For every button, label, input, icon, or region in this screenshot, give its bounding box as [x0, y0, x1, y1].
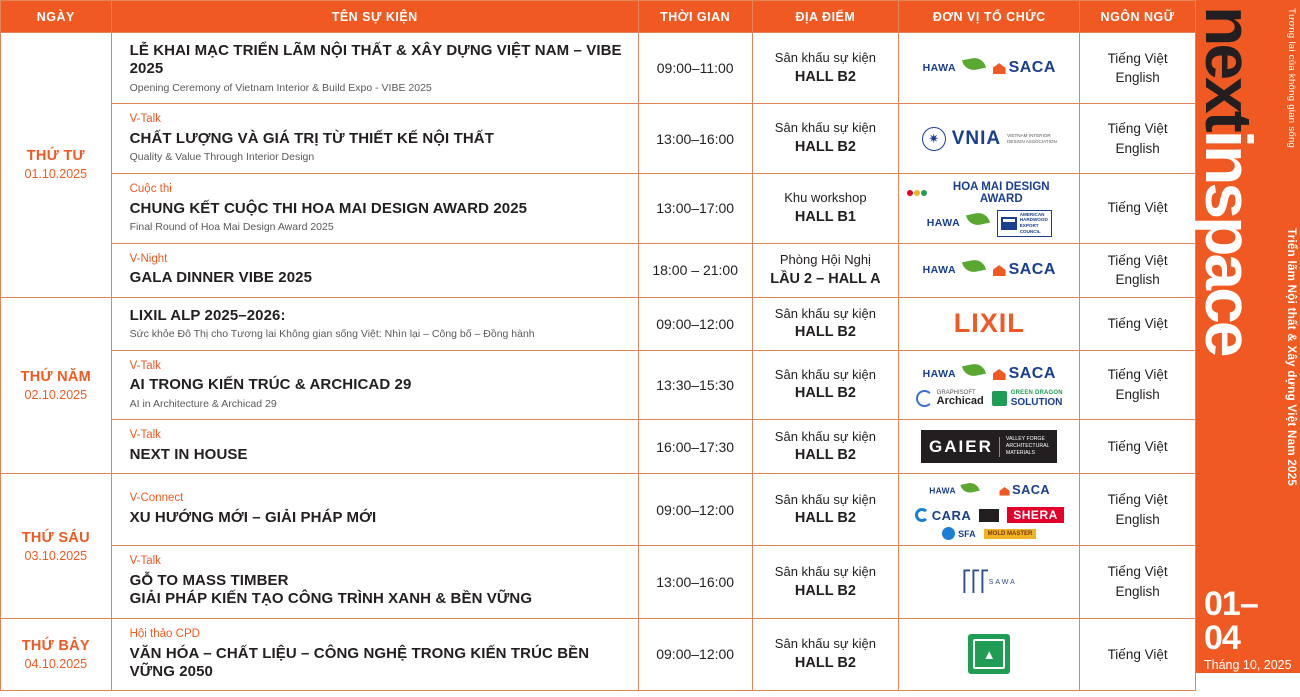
ahec-logo-icon: AMERICAN HARDWOOD EXPORT COUNCIL: [997, 210, 1052, 237]
day-cell-thursday: [1, 297, 112, 474]
event-place: [752, 33, 899, 104]
language-line: English: [1115, 584, 1160, 600]
table-row: [1, 297, 1196, 350]
language-line: Tiếng Việt: [1107, 646, 1168, 662]
event-subtitle: Final Round of Hoa Mai Design Award 2025: [129, 220, 334, 233]
language-line: English: [1115, 386, 1160, 402]
event-place: [752, 104, 899, 174]
hawa-logo-icon: HAWA: [929, 482, 979, 501]
hawa-logo-icon: HAWA: [923, 56, 985, 80]
banner-tagline-top: Tương lai của không gian sống: [1286, 8, 1297, 149]
table-row: [1, 546, 1196, 618]
organizer-logo-row: [903, 390, 1075, 408]
saca-logo-icon: SACA: [999, 484, 1050, 498]
event-cell: [111, 546, 638, 618]
event-tag: V-Night: [129, 252, 168, 265]
hoa-mai-design-award-logo-icon: HOA MAI DESIGN AWARD: [903, 180, 1075, 206]
place-hall: HALL B2: [794, 385, 856, 402]
saca-logo-icon: SACA: [993, 59, 1056, 77]
organizer-logo-row: [903, 308, 1075, 339]
event-time: 09:00–11:00: [638, 33, 752, 104]
language-line: Tiếng Việt: [1107, 50, 1168, 66]
event-cell: [111, 104, 638, 174]
divider: [1204, 677, 1292, 678]
banner-footer: [1196, 581, 1300, 697]
ring-icon: [916, 390, 933, 407]
place-name: Sân khấu sự kiện: [774, 563, 877, 579]
day-date: 04.10.2025: [24, 656, 88, 671]
event-place: [752, 546, 899, 618]
place-name: Sân khấu sự kiện: [774, 50, 877, 66]
event-language: [1080, 297, 1196, 350]
place-name: Sân khấu sự kiện: [774, 636, 877, 652]
archicad-logo-icon: GRAPHISOFT Archicad: [916, 390, 984, 408]
table-row: [1, 420, 1196, 474]
organizer-logo-row: [903, 362, 1075, 386]
place-hall: HALL B2: [794, 68, 856, 85]
event-title: AI TRONG KIẾN TRÚC & ARCHICAD 29: [129, 376, 412, 394]
banner-dates: 01–04: [1204, 585, 1258, 657]
place-hall: HALL B2: [794, 324, 856, 341]
organizer-cell: [899, 474, 1080, 546]
star-icon: ✷: [922, 127, 946, 151]
language-line: Tiếng Việt: [1107, 439, 1168, 454]
organizer-logo-row: [903, 210, 1075, 237]
event-language: [1080, 243, 1196, 297]
col-header-time: THỜI GIAN: [638, 1, 752, 33]
event-time: 13:30–15:30: [638, 350, 752, 420]
event-title: XU HƯỚNG MỚI – GIẢI PHÁP MỚI: [129, 509, 377, 527]
event-tag: V-Talk: [129, 359, 161, 372]
language-line: Tiếng Việt: [1107, 367, 1168, 383]
place-name: Sân khấu sự kiện: [774, 428, 877, 444]
language-line: Tiếng Việt: [1107, 252, 1168, 268]
day-of-week: THỨ BẢY: [21, 637, 90, 654]
event-tag: V-Talk: [129, 113, 161, 126]
event-language: [1080, 104, 1196, 174]
event-title: LỄ KHAI MẠC TRIỂN LÃM NỘI THẤT & XÂY DỰNG VIỆT NAM – VIBE 2025: [129, 42, 622, 78]
event-time: 18:00 – 21:00: [638, 243, 752, 297]
place-name: Sân khấu sự kiện: [774, 120, 877, 136]
partner-logo-icon: [979, 509, 999, 522]
day-of-week: THỨ NĂM: [20, 368, 92, 385]
event-time: 09:00–12:00: [638, 618, 752, 690]
organizer-cell: [899, 618, 1080, 690]
banner-tagline-bottom: Triển lãm Nội thất & Xây dựng Việt Nam 2025: [1285, 228, 1297, 487]
place-name: Phòng Hội Nghị: [779, 252, 871, 268]
table-row: [1, 173, 1196, 243]
circle-icon: [915, 508, 929, 522]
place-name: Sân khấu sự kiện: [774, 366, 877, 382]
language-line: Tiếng Việt: [1107, 200, 1168, 216]
organizer-logo-row: [903, 127, 1075, 151]
col-header-language: NGÔN NGỮ: [1080, 1, 1196, 33]
place-hall: HALL B2: [794, 582, 856, 599]
event-language: [1080, 350, 1196, 420]
event-cell: [111, 350, 638, 420]
gaier-logo-icon: GAIER VALLEY FORGE ARCHITECTURAL MATERIALS: [921, 430, 1057, 463]
event-tag: V-Talk: [129, 555, 161, 568]
table-row: [1, 33, 1196, 104]
emblem-icon: ▲: [973, 639, 1005, 669]
organizer-logo-row: [903, 56, 1075, 80]
organizer-logo-row: [903, 430, 1075, 463]
place-hall: HALL B1: [794, 208, 856, 225]
place-hall: HALL B2: [794, 139, 856, 156]
circle-icon: [942, 527, 955, 540]
col-header-day: NGÀY: [1, 1, 112, 33]
day-cell-friday: [1, 474, 112, 618]
event-cell: [111, 474, 638, 546]
language-line: Tiếng Việt: [1107, 120, 1168, 136]
organizer-cell: [899, 420, 1080, 474]
event-tag: Cuộc thi: [129, 182, 172, 195]
event-subtitle: Sức khỏe Đô Thị cho Tương lai Không gian sống Việt: Nhìn lại – Công bố – Đồng hành: [129, 327, 535, 340]
event-cell: [111, 420, 638, 474]
event-time: 09:00–12:00: [638, 474, 752, 546]
event-title: [130, 572, 624, 609]
shera-logo-icon: SHERA: [1007, 507, 1064, 523]
event-language: [1080, 420, 1196, 474]
col-header-organizer: ĐƠN VỊ TỔ CHỨC: [899, 1, 1080, 33]
event-tag: Hội thảo CPD: [129, 627, 200, 640]
day-cell-wednesday: [1, 33, 112, 298]
organizer-cell: [899, 350, 1080, 420]
hawa-logo-icon: HAWA: [923, 258, 985, 282]
hawa-logo-icon: HAWA: [927, 211, 989, 235]
language-line: Tiếng Việt: [1107, 564, 1168, 580]
language-line: English: [1115, 272, 1160, 288]
event-cell: [111, 297, 638, 350]
place-hall: HALL B2: [794, 510, 856, 527]
event-title: CHẤT LƯỢNG VÀ GIÁ TRỊ TỪ THIẾT KẾ NỘI THẤT: [129, 129, 494, 147]
table-body: [1, 33, 1196, 691]
hawa-logo-icon: HAWA: [923, 362, 985, 386]
banner-month: Tháng 10, 2025: [1204, 658, 1292, 672]
event-time: 13:00–17:00: [638, 173, 752, 243]
lixil-logo-icon: LIXIL: [953, 308, 1025, 339]
event-cell: [111, 243, 638, 297]
place-name: Khu workshop: [784, 190, 867, 206]
sfa-logo-icon: SFA: [942, 527, 976, 540]
col-header-event: TÊN SỰ KIỆN: [111, 1, 638, 33]
event-title: LIXIL ALP 2025–2026:: [129, 306, 286, 324]
table-row: [1, 104, 1196, 174]
event-place: [752, 173, 899, 243]
event-cell: [111, 618, 638, 690]
us-flag-icon: [1001, 217, 1017, 230]
event-place: [752, 350, 899, 420]
place-name: Sân khấu sự kiện: [774, 491, 877, 507]
event-time: 16:00–17:30: [638, 420, 752, 474]
event-language: [1080, 33, 1196, 104]
table-row: [1, 243, 1196, 297]
event-language: [1080, 474, 1196, 546]
organizer-logo-row: [903, 258, 1075, 282]
event-subtitle: Opening Ceremony of Vietnam Interior & Build Expo - VIBE 2025: [129, 81, 432, 94]
sawa-logo-icon: ⎡⎡⎡ SAWA: [961, 571, 1017, 594]
organizer-logo-row: [903, 634, 1075, 674]
saca-logo-icon: SACA: [993, 261, 1056, 279]
organizer-logo-row: [903, 527, 1075, 540]
banner-brand-logo: nextinspace: [1191, 6, 1266, 355]
event-tag: V-Talk: [129, 429, 161, 442]
green-dragon-solution-logo-icon: GREEN DRAGON SOLUTION: [992, 390, 1063, 408]
event-title: VĂN HÓA – CHẤT LIỆU – CÔNG NGHỆ TRONG KIẾN TRÚC BỀN VỮNG 2050: [129, 644, 590, 680]
event-title: GALA DINNER VIBE 2025: [129, 269, 313, 287]
col-header-place: ĐỊA ĐIỂM: [752, 1, 899, 33]
language-line: Tiếng Việt: [1107, 492, 1168, 508]
event-title: CHUNG KẾT CUỘC THI HOA MAI DESIGN AWARD 2025: [129, 199, 528, 217]
event-time: 13:00–16:00: [638, 104, 752, 174]
saca-logo-icon: SACA: [993, 365, 1056, 383]
event-subtitle: Quality & Value Through Interior Design: [129, 151, 315, 164]
table-row: [1, 618, 1196, 690]
organizer-logo-row: [903, 572, 1075, 592]
event-title: NEXT IN HOUSE: [129, 446, 248, 464]
hcmc-architects-association-logo-icon: [968, 634, 1010, 674]
event-tag: V-Connect: [129, 492, 184, 505]
event-place: [752, 474, 899, 546]
place-hall: HALL B2: [794, 654, 856, 671]
event-place: [752, 618, 899, 690]
day-date: 03.10.2025: [24, 548, 88, 563]
flower-icon: [907, 190, 927, 196]
event-time: 13:00–16:00: [638, 546, 752, 618]
place-hall: LẦU 2 – HALL A: [770, 270, 881, 287]
vnia-logo-icon: ✷ VNIA VIETNAM INTERIOR DESIGN ASSOCIATION: [922, 127, 1057, 151]
event-language: [1080, 618, 1196, 690]
event-language: [1080, 546, 1196, 618]
event-cell: [111, 33, 638, 104]
event-banner: [1191, 0, 1300, 697]
language-line: English: [1115, 140, 1160, 156]
cara-logo-icon: CARA: [915, 508, 972, 523]
language-line: Tiếng Việt: [1107, 315, 1168, 331]
organizer-cell: [899, 297, 1080, 350]
event-title-line1: GỖ TO MASS TIMBER: [129, 572, 289, 590]
organizer-cell: [899, 104, 1080, 174]
banner-venue: SECC - HALL B: [1204, 683, 1292, 697]
day-date: 01.10.2025: [24, 167, 88, 182]
event-place: [752, 243, 899, 297]
organizer-cell: [899, 33, 1080, 104]
organizer-logo-row: [903, 479, 1075, 503]
place-name: Sân khấu sự kiện: [774, 305, 877, 321]
day-date: 02.10.2025: [24, 387, 88, 402]
event-title-line2: GIẢI PHÁP KIẾN TẠO CÔNG TRÌNH XANH & BỀN VỮNG: [129, 590, 533, 608]
place-hall: HALL B2: [794, 447, 856, 464]
event-place: [752, 297, 899, 350]
event-place: [752, 420, 899, 474]
language-line: English: [1115, 511, 1160, 527]
table-row: [1, 474, 1196, 546]
organizer-logo-row: [903, 507, 1075, 523]
table-header: [1, 1, 1196, 33]
day-of-week: THỨ TƯ: [26, 148, 85, 165]
organizer-cell: [899, 173, 1080, 243]
event-time: 09:00–12:00: [638, 297, 752, 350]
event-subtitle: AI in Architecture & Archicad 29: [129, 397, 277, 410]
organizer-cell: [899, 243, 1080, 297]
table-row: [1, 350, 1196, 420]
table-header-row: [1, 1, 1196, 33]
square-icon: [992, 391, 1007, 406]
organizer-logo-row: [903, 180, 1075, 206]
organizer-cell: [899, 546, 1080, 618]
timber-icon: ⎡⎡⎡: [961, 571, 989, 594]
event-cell: [111, 173, 638, 243]
event-language: [1080, 173, 1196, 243]
day-of-week: THỨ SÁU: [21, 529, 90, 546]
language-line: English: [1115, 70, 1160, 86]
mold-master-logo-icon: MOLD MASTER: [984, 529, 1037, 540]
day-cell-saturday: [1, 618, 112, 690]
